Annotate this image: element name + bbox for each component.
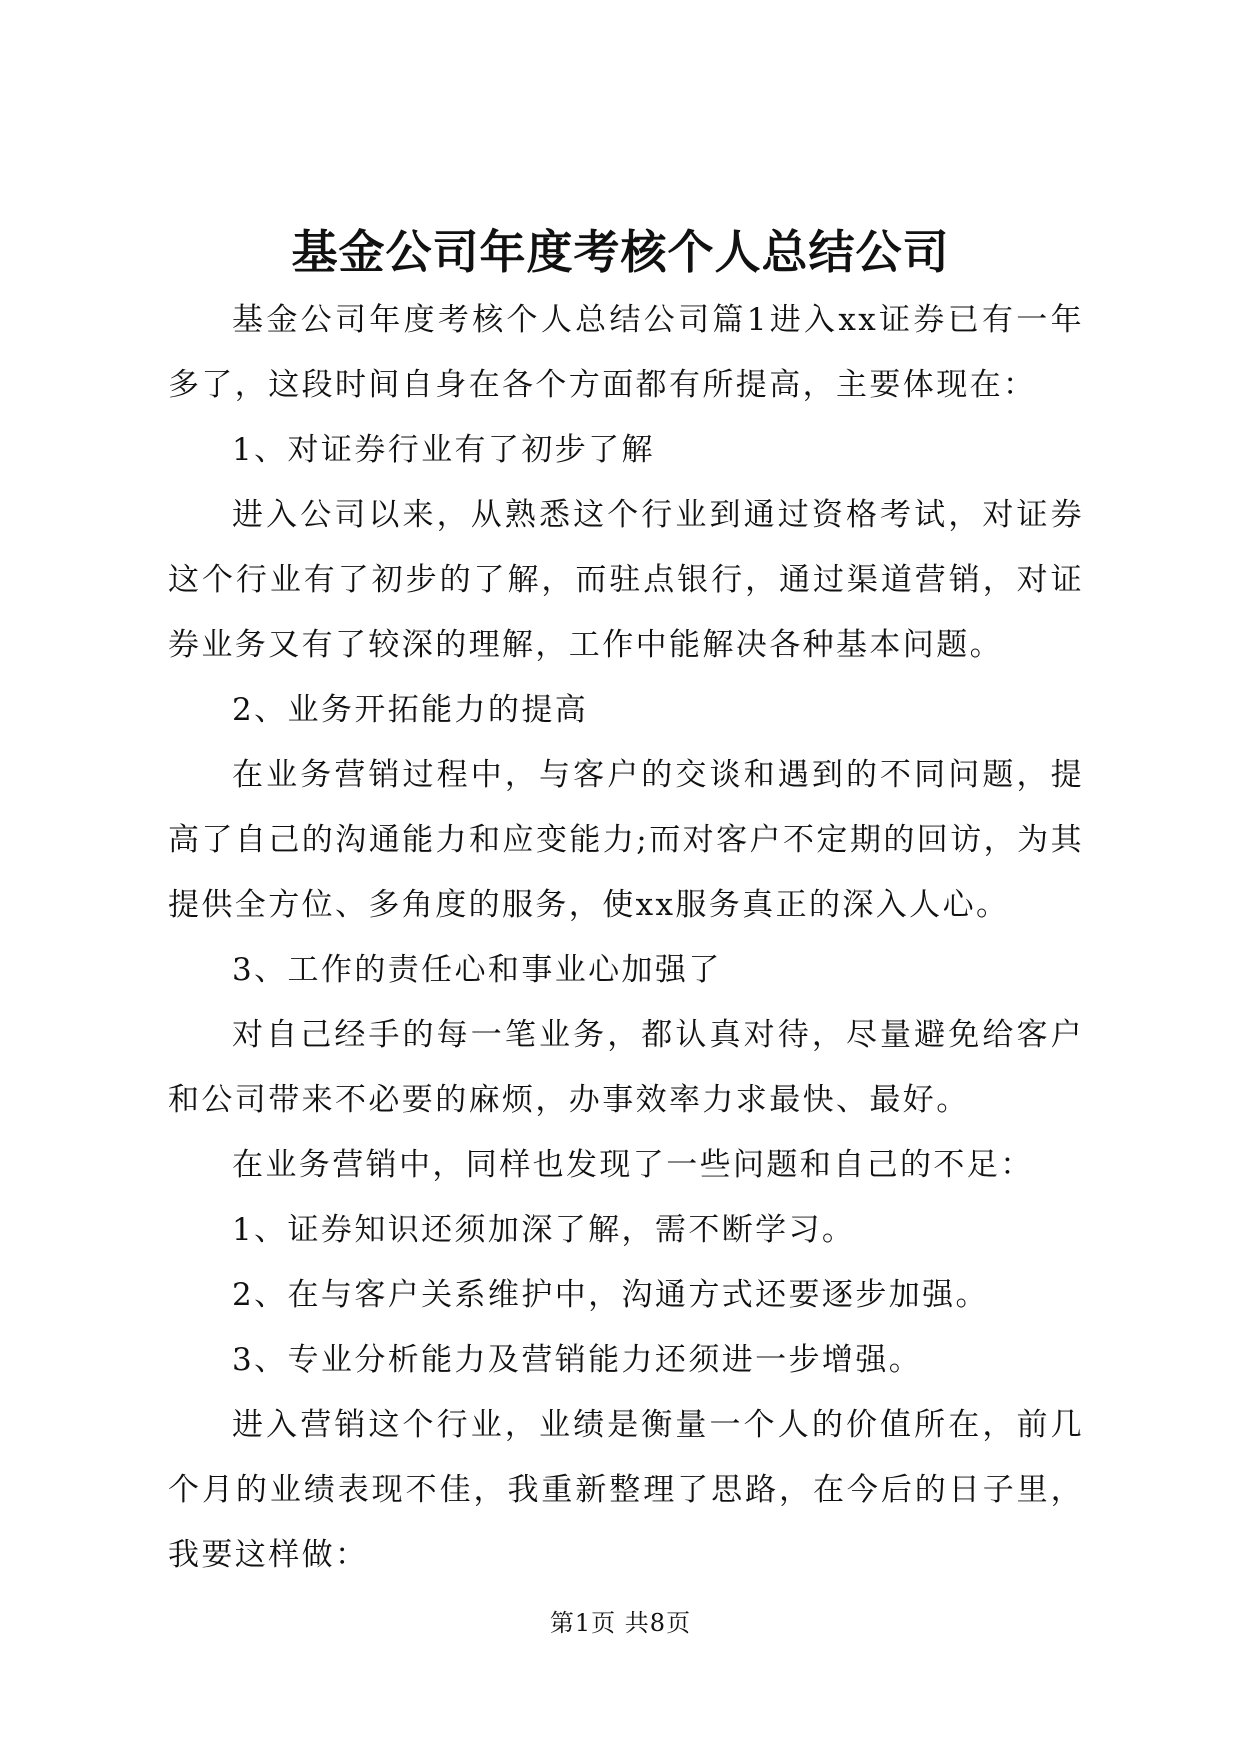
shortcoming-item-2: 2、在与客户关系维护中，沟通方式还要逐步加强。	[232, 1277, 989, 1313]
paragraph-plan: 进入营销这个行业，业绩是衡量一个人的价值所在，前几个月的业绩表现不佳，我重新整理了思路，在今后的日子里，我要这样做：	[168, 1407, 1084, 1573]
paragraph-item-2: 在业务营销过程中，与客户的交谈和遇到的不同问题，提高了自己的沟通能力和应变能力;而对客户不定期的回访，为其提供全方位、多角度的服务，使xx服务真正的深入人心。	[168, 757, 1084, 923]
paragraph-item-3: 对自己经手的每一笔业务，都认真对待，尽量避免给客户和公司带来不必要的麻烦，办事效率力求最快、最好。	[168, 1017, 1084, 1118]
paragraph-intro: 基金公司年度考核个人总结公司篇1进入xx证券已有一年多了，这段时间自身在各个方面都有所提高，主要体现在：	[168, 302, 1084, 403]
shortcoming-item-1: 1、证券知识还须加深了解，需不断学习。	[232, 1212, 856, 1248]
heading-item-1: 1、对证券行业有了初步了解	[232, 432, 655, 468]
document-body	[168, 288, 1084, 1588]
document-title: 基金公司年度考核个人总结公司	[291, 225, 950, 279]
shortcoming-item-3: 3、专业分析能力及营销能力还须进一步增强。	[232, 1342, 923, 1378]
heading-item-3: 3、工作的责任心和事业心加强了	[232, 952, 722, 988]
paragraph-item-1: 进入公司以来，从熟悉这个行业到通过资格考试，对证券这个行业有了初步的了解，而驻点银行，通过渠道营销，对证券业务又有了较深的理解，工作中能解决各种基本问题。	[168, 497, 1084, 663]
heading-item-2: 2、业务开拓能力的提高	[232, 692, 589, 728]
paragraph-shortcomings-intro: 在业务营销中，同样也发现了一些问题和自己的不足：	[232, 1147, 1034, 1183]
page-footer: 第1页 共8页	[549, 1609, 692, 1637]
